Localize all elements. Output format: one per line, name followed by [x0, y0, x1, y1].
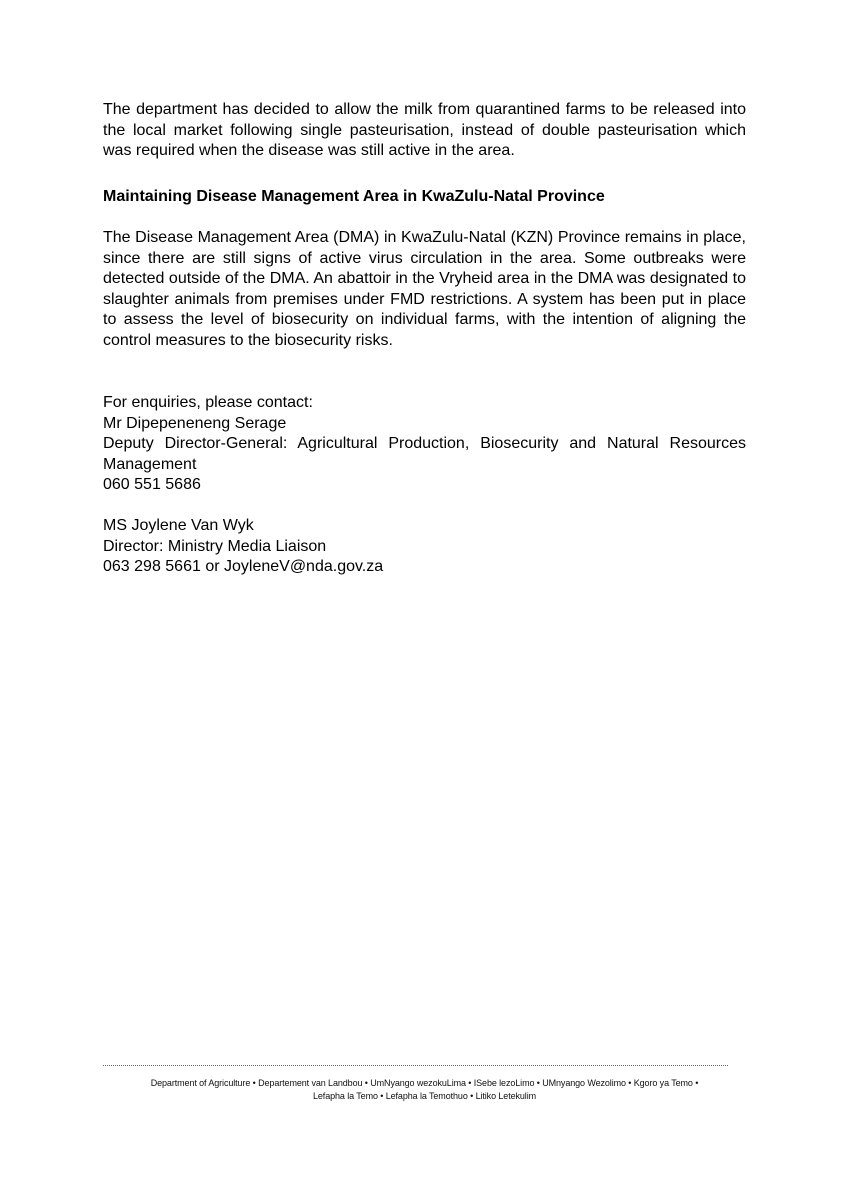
contact-intro: For enquiries, please contact: — [103, 394, 313, 411]
footer-divider — [103, 1065, 728, 1066]
contact-title: Deputy Director-General: Agricultural Production, Biosecurity and Natural Resources Management — [103, 435, 746, 473]
paragraph-dma: The Disease Management Area (DMA) in KwaZulu-Natal (KZN) Province remains in place, since there are still signs of active virus circulation in the area. Some outbreaks were detected outside of the DMA. An abattoir in the Vryheid area in the DMA was designated to slaughter animals from premises under FMD restrictions. A system has been put in place to assess the level of biosecurity on individual farms, with the intention of aligning the control measures to the biosecurity risks. — [103, 229, 746, 349]
paragraph-milk-release: The department has decided to allow the milk from quarantined farms to be released into the local market following single pasteurisation, instead of double pasteurisation which was required when the disease was still active in the area. — [103, 101, 746, 159]
contact-block-primary — [103, 393, 746, 496]
media-contact-title: Director: Ministry Media Liaison — [103, 537, 327, 555]
footer-line-2: Lefapha la Temo • Lefapha la Temothuo • Litiko Letekulim — [312, 1091, 537, 1101]
footer-department-names — [103, 1077, 746, 1103]
contact-phone: 060 551 5686 — [103, 476, 201, 493]
contact-block-media — [103, 516, 746, 578]
contact-name: Mr Dipepeneneng Serage — [103, 414, 287, 432]
media-contact-name: MS Joylene Van Wyk — [103, 517, 254, 534]
section-heading: Maintaining Disease Management Area in KwaZulu-Natal Province — [103, 188, 605, 205]
footer-line-1: Department of Agriculture • Departement van Landbou • UmNyango wezokuLima • ISebe lezoLimo • UMnyango Wezolimo • Kgoro ya Temo • — [150, 1078, 699, 1088]
media-contact-details: 063 298 5661 or JoyleneV@nda.gov.za — [103, 558, 384, 575]
